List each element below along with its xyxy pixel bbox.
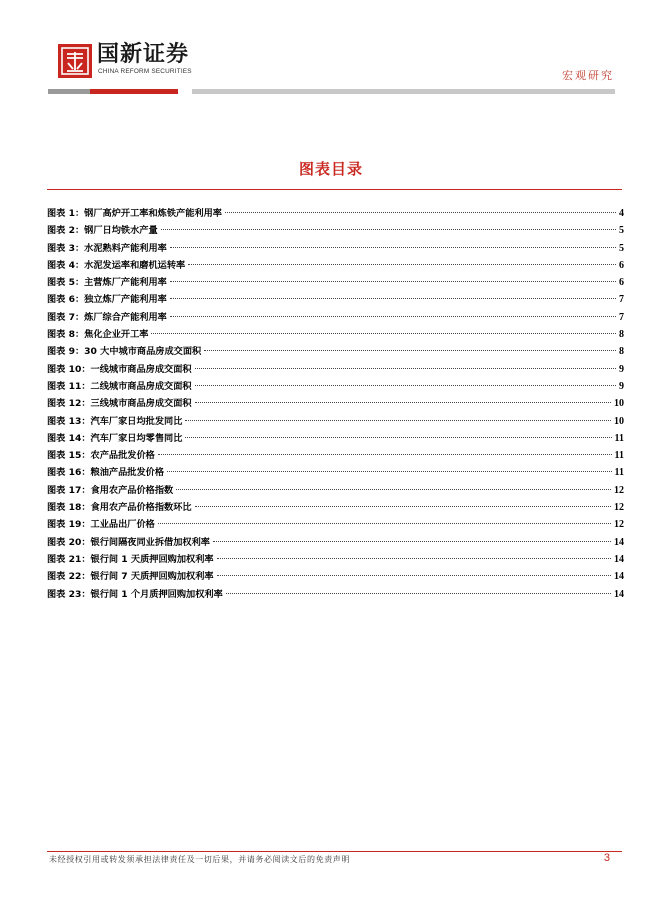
toc-leader-dots [195,385,616,386]
header-bar-left [48,89,90,94]
toc-leader-dots [158,523,611,524]
toc-leader-dots [225,212,616,213]
footer-disclaimer: 未经授权引用或转发须承担法律责任及一切后果，并请务必阅读文后的免责声明 [49,855,350,864]
toc-leader-dots [195,368,616,369]
toc-item[interactable] [47,499,624,516]
toc-leader-dots [188,264,616,265]
toc-item[interactable] [47,464,624,481]
toc-item[interactable] [47,516,624,533]
toc-leader-dots [170,281,616,282]
toc-item-page: 12 [614,502,624,514]
toc-item-page: 11 [614,467,624,479]
toc-item[interactable] [47,309,624,326]
toc-leader-dots [158,454,612,455]
toc-divider [47,189,622,190]
toc-item-label: 图表 6：独立炼厂产能利用率 [47,294,167,306]
page-header [0,0,662,100]
toc-item-page: 5 [619,242,624,254]
toc-item[interactable] [47,205,624,222]
toc-item-page: 9 [619,380,624,392]
toc-leader-dots [217,575,611,576]
toc-leader-dots [170,298,616,299]
toc-leader-dots [151,333,616,334]
toc-list [47,205,624,603]
toc-leader-dots [170,247,616,248]
toc-item[interactable] [47,378,624,395]
toc-item[interactable] [47,240,624,257]
toc-item[interactable] [47,482,624,499]
toc-item[interactable] [47,291,624,308]
toc-item[interactable] [47,430,624,447]
toc-item-page: 8 [619,329,624,341]
toc-item[interactable] [47,551,624,568]
toc-item-label: 图表 8：焦化企业开工率 [47,329,149,341]
toc-item-label: 图表 10：一线城市商品房成交面积 [47,363,192,375]
header-bar-right [192,89,615,94]
toc-item-label: 图表 3：水泥熟料产能利用率 [47,242,167,254]
toc-item-page: 12 [614,519,624,531]
header-bar-accent [90,89,178,94]
toc-item-label: 图表 15：农产品批发价格 [47,450,155,462]
toc-item-page: 6 [619,277,624,289]
toc-leader-dots [176,489,611,490]
toc-item-label: 图表 7：炼厂综合产能利用率 [47,311,167,323]
toc-item-label: 图表 23：银行间 1 个月质押回购加权利率 [47,588,223,600]
toc-leader-dots [170,316,616,317]
toc-item-page: 12 [614,484,624,496]
toc-item-page: 14 [614,553,624,565]
toc-item-page: 8 [619,346,624,358]
toc-item-label: 图表 22：银行间 7 天质押回购加权利率 [47,571,214,583]
page-number: 3 [603,852,610,864]
toc-item-page: 14 [614,588,624,600]
toc-item[interactable] [47,568,624,585]
toc-item-label: 图表 1：钢厂高炉开工率和炼铁产能利用率 [47,208,222,219]
toc-item-page: 7 [619,311,624,323]
toc-item-page: 4 [619,208,624,219]
toc-leader-dots [167,471,612,472]
toc-item-label: 图表 4：水泥发运率和磨机运转率 [47,259,186,271]
toc-leader-dots [213,541,611,542]
toc-item[interactable] [47,222,624,239]
toc-item-page: 11 [614,450,624,462]
toc-leader-dots [204,350,616,351]
report-category: 宏观研究 [562,69,614,82]
toc-item-page: 10 [614,398,624,410]
toc-item-page: 7 [619,294,624,306]
toc-item-label: 图表 5：主营炼厂产能利用率 [47,277,167,289]
toc-item-label: 图表 19：工业品出厂价格 [47,519,155,531]
toc-leader-dots [226,593,611,594]
toc-item-label: 图表 13：汽车厂家日均批发同比 [47,415,183,427]
toc-item-label: 图表 21：银行间 1 天质押回购加权利率 [47,553,214,565]
toc-item-label: 图表 9：30 大中城市商品房成交面积 [47,346,202,358]
toc-leader-dots [195,506,611,507]
toc-item[interactable] [47,274,624,291]
toc-leader-dots [185,437,611,438]
toc-item-page: 9 [619,363,624,375]
toc-item-label: 图表 17：食用农产品价格指数 [47,484,174,496]
toc-leader-dots [185,420,611,421]
toc-title: 图表目录 [298,160,363,178]
company-name-en: CHINA REFORM SECURITIES [98,68,192,75]
company-name-cn: 国新证券 [97,42,190,67]
toc-item-label: 图表 14：汽车厂家日均零售同比 [47,432,183,444]
toc-item-label: 图表 18：食用农产品价格指数环比 [47,502,192,514]
toc-item-page: 11 [614,432,624,444]
toc-item-page: 10 [614,415,624,427]
toc-item[interactable] [47,413,624,430]
toc-item-label: 图表 11：二线城市商品房成交面积 [47,380,192,392]
toc-item[interactable] [47,447,624,464]
toc-leader-dots [195,402,611,403]
toc-leader-dots [161,229,616,230]
toc-item-label: 图表 16：粮油产品批发价格 [47,467,165,479]
toc-item[interactable] [47,257,624,274]
company-logo-icon [58,44,92,78]
toc-item-label: 图表 2：钢厂日均铁水产量 [47,225,158,237]
toc-item-label: 图表 20：银行间隔夜同业拆借加权利率 [47,536,210,548]
toc-item[interactable] [47,534,624,551]
toc-item[interactable] [47,343,624,360]
toc-item-page: 14 [614,571,624,583]
toc-item-page: 5 [619,225,624,237]
toc-item-page: 6 [619,259,624,271]
toc-item[interactable] [47,395,624,412]
toc-item[interactable] [47,586,624,603]
toc-item-page: 14 [614,536,624,548]
footer-divider [47,851,622,852]
toc-leader-dots [217,558,611,559]
toc-item[interactable] [47,326,624,343]
toc-item[interactable] [47,361,624,378]
toc-item-label: 图表 12：三线城市商品房成交面积 [47,398,192,410]
